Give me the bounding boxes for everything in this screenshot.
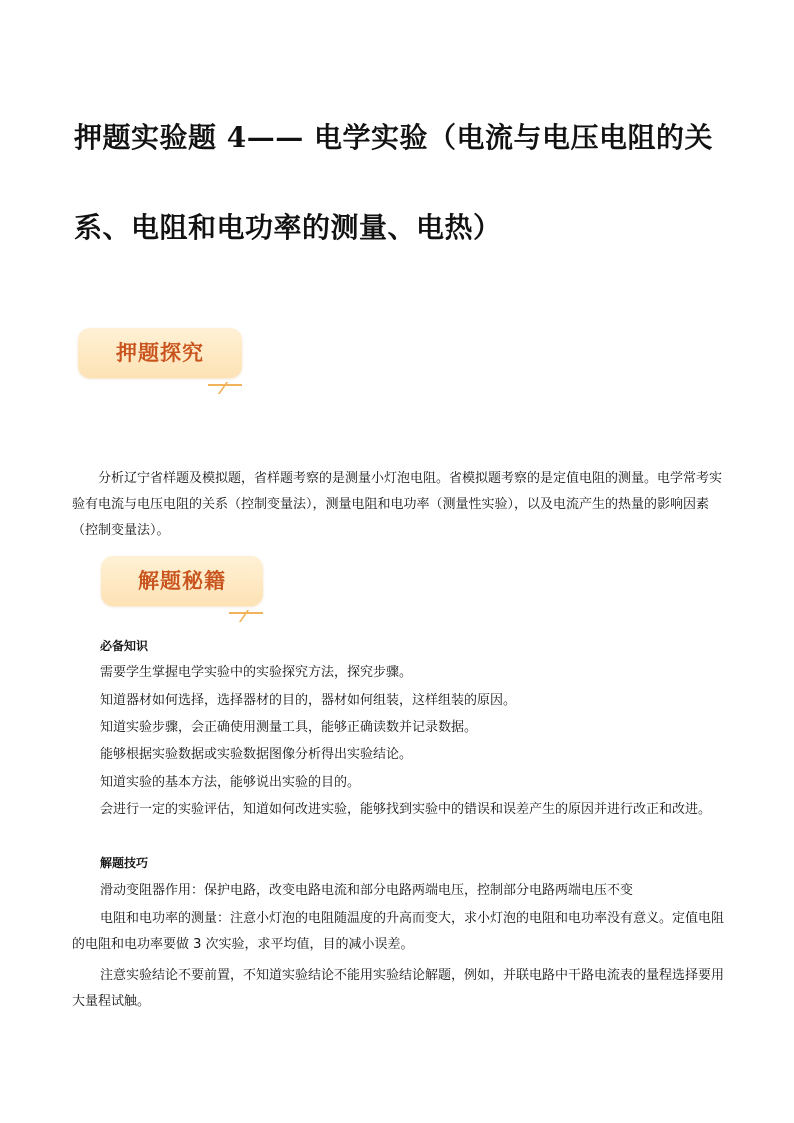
section-badge-tips bbox=[101, 556, 263, 606]
speech-tail-icon bbox=[208, 372, 242, 386]
intro-paragraph: 分析辽宁省样题及模拟题，省样题考察的是测量小灯泡电阻。省模拟题考察的是定值电阻的测量。电学常考实验有电流与电压电阻的关系（控制变量法），测量电阻和电功率（测量性实验），以及电流产生的热量的影响因素（控制变量法）。 bbox=[72, 471, 723, 538]
tips-heading: 解题技巧 bbox=[100, 856, 149, 870]
knowledge-heading: 必备知识 bbox=[100, 639, 149, 653]
section-badge-exploration bbox=[78, 328, 242, 378]
knowledge-item: 知道实验的基本方法，能够说出实验的目的。 bbox=[100, 775, 361, 790]
section-badge-label: 解题秘籍 bbox=[138, 569, 226, 593]
section-badge-label: 押题探究 bbox=[116, 341, 204, 365]
knowledge-item: 知道实验步骤，会正确使用测量工具，能够正确读数并记录数据。 bbox=[100, 720, 478, 735]
knowledge-item: 需要学生掌握电学实验中的实验探究方法，探究步骤。 bbox=[100, 665, 413, 680]
page-title-line-2: 系、电阻和电功率的测量、电热） bbox=[74, 211, 502, 244]
tip-item: 电阻和电功率的测量：注意小灯泡的电阻随温度的升高而变大，求小灯泡的电阻和电功率没有意义。定值电阻的电阻和电功率要做 3 次实验，求平均值，目的减小误差。 bbox=[72, 911, 725, 952]
knowledge-item: 知道器材如何选择，选择器材的目的，器材如何组装，这样组装的原因。 bbox=[100, 693, 517, 708]
page-title-line-1: 押题实验题 4—— 电学实验（电流与电压电阻的关 bbox=[74, 121, 713, 154]
knowledge-item: 能够根据实验数据或实验数据图像分析得出实验结论。 bbox=[100, 747, 413, 762]
speech-tail-icon bbox=[229, 600, 263, 614]
tip-item: 滑动变阻器作用：保护电路，改变电路电流和部分电路两端电压，控制部分电路两端电压不变 bbox=[100, 883, 634, 898]
knowledge-item: 会进行一定的实验评估，知道如何改进实验，能够找到实验中的错误和误差产生的原因并进行改正和改进。 bbox=[100, 802, 712, 817]
tip-item: 注意实验结论不要前置，不知道实验结论不能用实验结论解题，例如，并联电路中干路电流表的量程选择要用大量程试触。 bbox=[72, 968, 725, 1009]
